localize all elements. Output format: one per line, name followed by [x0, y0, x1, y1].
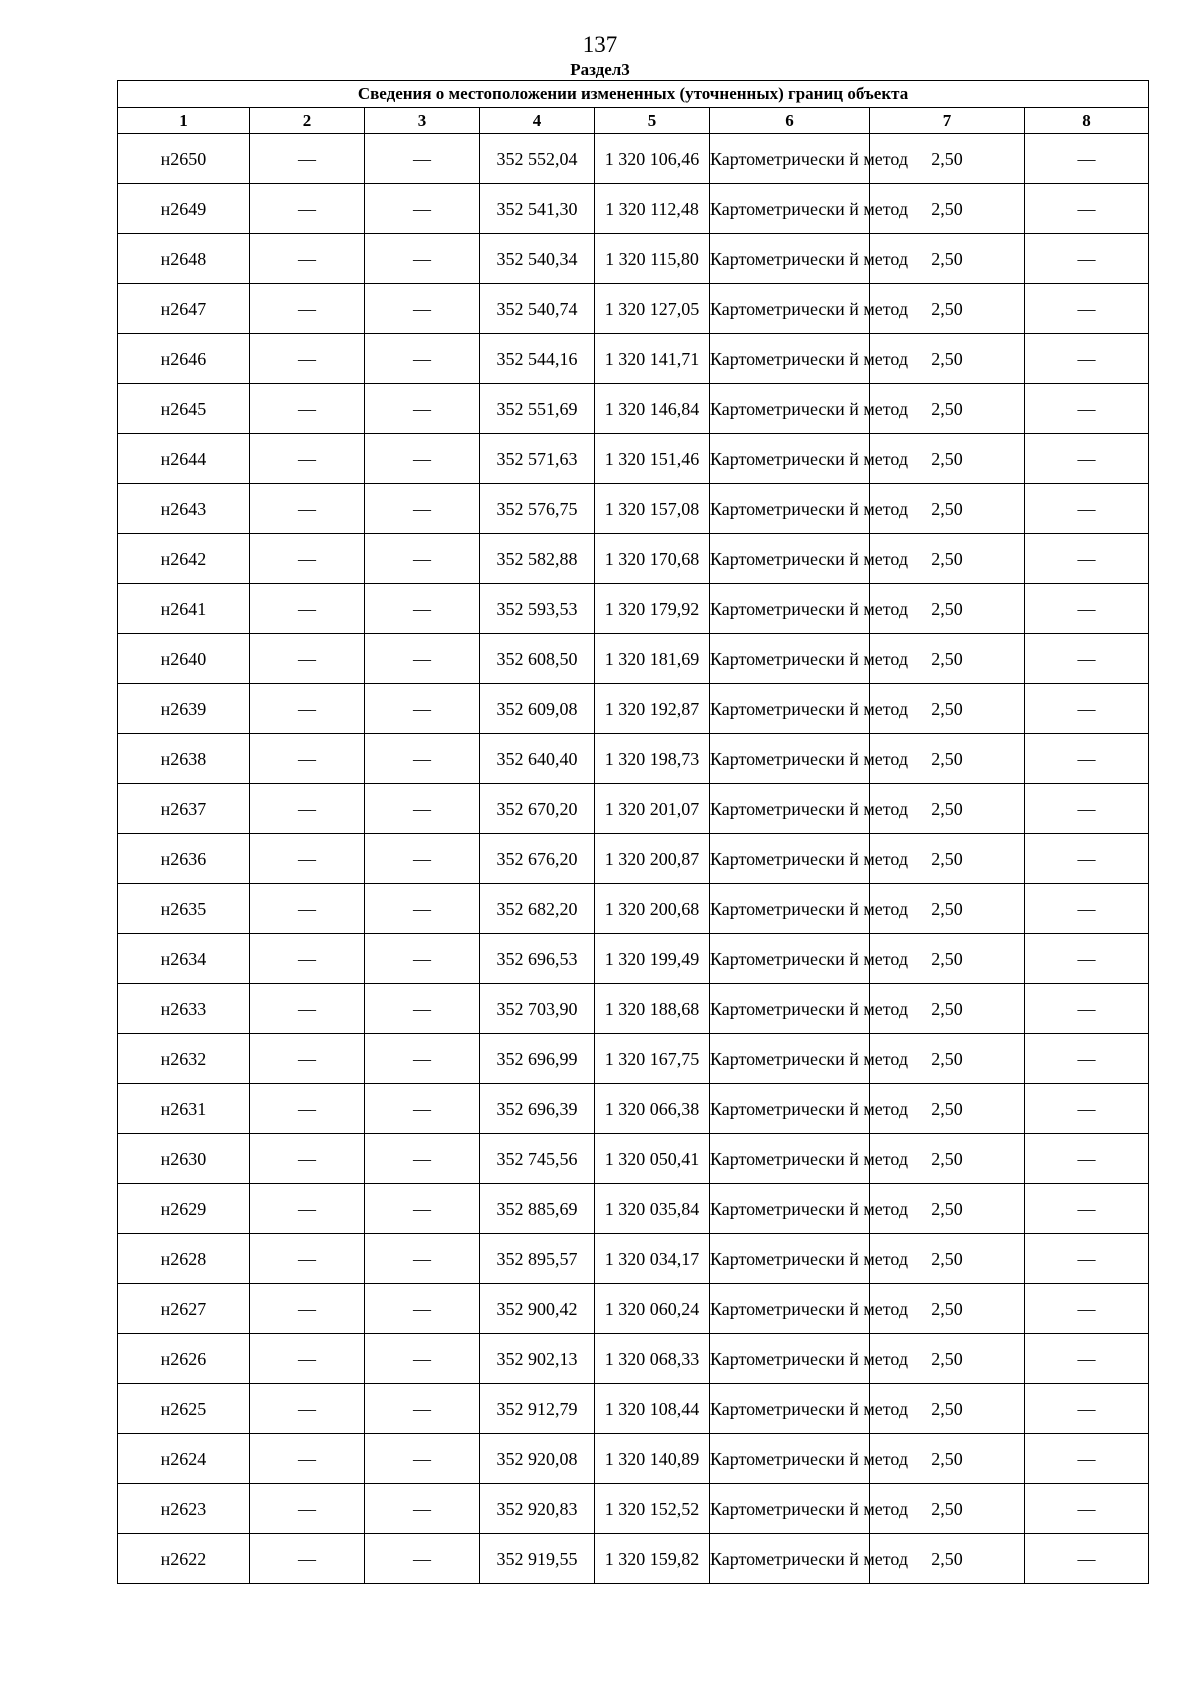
- table-row: [118, 984, 1149, 1034]
- accuracy-cell: 2,50: [870, 1234, 1025, 1284]
- accuracy-cell: 2,50: [870, 534, 1025, 584]
- accuracy-cell: 2,50: [870, 334, 1025, 384]
- column-8-cell: —: [1025, 784, 1149, 834]
- method-cell: Картометрически й метод: [710, 434, 870, 484]
- accuracy-cell: 2,50: [870, 384, 1025, 434]
- column-2-cell: —: [250, 234, 365, 284]
- method-cell: Картометрически й метод: [710, 1284, 870, 1334]
- x-coordinate-cell: 352 609,08: [480, 684, 595, 734]
- column-3-cell: —: [365, 684, 480, 734]
- y-coordinate-cell: 1 320 035,84: [595, 1184, 710, 1234]
- method-cell: Картометрически й метод: [710, 1384, 870, 1434]
- table-row: [118, 234, 1149, 284]
- y-coordinate-cell: 1 320 112,48: [595, 184, 710, 234]
- x-coordinate-cell: 352 696,99: [480, 1034, 595, 1084]
- column-3-cell: —: [365, 984, 480, 1034]
- method-cell: Картометрически й метод: [710, 134, 870, 184]
- x-coordinate-cell: 352 582,88: [480, 534, 595, 584]
- table-row: [118, 1234, 1149, 1284]
- method-cell: Картометрически й метод: [710, 1184, 870, 1234]
- y-coordinate-cell: 1 320 141,71: [595, 334, 710, 384]
- column-8-cell: —: [1025, 884, 1149, 934]
- column-8-cell: —: [1025, 1084, 1149, 1134]
- y-coordinate-cell: 1 320 140,89: [595, 1434, 710, 1484]
- y-coordinate-cell: 1 320 115,80: [595, 234, 710, 284]
- method-cell: Картометрически й метод: [710, 834, 870, 884]
- column-8-cell: —: [1025, 1034, 1149, 1084]
- point-number-cell: н2650: [118, 134, 250, 184]
- x-coordinate-cell: 352 571,63: [480, 434, 595, 484]
- accuracy-cell: 2,50: [870, 234, 1025, 284]
- table-row: [118, 834, 1149, 884]
- column-3-cell: —: [365, 1184, 480, 1234]
- x-coordinate-cell: 352 552,04: [480, 134, 595, 184]
- column-2-cell: —: [250, 984, 365, 1034]
- table-row: [118, 1284, 1149, 1334]
- accuracy-cell: 2,50: [870, 1284, 1025, 1334]
- column-8-cell: —: [1025, 284, 1149, 334]
- y-coordinate-cell: 1 320 151,46: [595, 434, 710, 484]
- method-cell: Картометрически й метод: [710, 1134, 870, 1184]
- point-number-cell: н2648: [118, 234, 250, 284]
- column-2-cell: —: [250, 584, 365, 634]
- column-3-cell: —: [365, 1434, 480, 1484]
- column-2-cell: —: [250, 1034, 365, 1084]
- column-header-1: 1: [118, 108, 250, 134]
- accuracy-cell: 2,50: [870, 1184, 1025, 1234]
- column-2-cell: —: [250, 834, 365, 884]
- point-number-cell: н2641: [118, 584, 250, 634]
- x-coordinate-cell: 352 540,34: [480, 234, 595, 284]
- column-2-cell: —: [250, 1384, 365, 1434]
- column-2-cell: —: [250, 1284, 365, 1334]
- column-header-4: 4: [480, 108, 595, 134]
- y-coordinate-cell: 1 320 200,68: [595, 884, 710, 934]
- x-coordinate-cell: 352 696,39: [480, 1084, 595, 1134]
- method-cell: Картометрически й метод: [710, 584, 870, 634]
- point-number-cell: н2632: [118, 1034, 250, 1084]
- method-cell: Картометрически й метод: [710, 1334, 870, 1384]
- x-coordinate-cell: 352 551,69: [480, 384, 595, 434]
- accuracy-cell: 2,50: [870, 834, 1025, 884]
- column-8-cell: —: [1025, 1134, 1149, 1184]
- y-coordinate-cell: 1 320 066,38: [595, 1084, 710, 1134]
- method-cell: Картометрически й метод: [710, 1084, 870, 1134]
- point-number-cell: н2635: [118, 884, 250, 934]
- table-row: [118, 1484, 1149, 1534]
- point-number-cell: н2638: [118, 734, 250, 784]
- table-row: [118, 1134, 1149, 1184]
- accuracy-cell: 2,50: [870, 934, 1025, 984]
- x-coordinate-cell: 352 696,53: [480, 934, 595, 984]
- point-number-cell: н2642: [118, 534, 250, 584]
- point-number-cell: н2644: [118, 434, 250, 484]
- point-number-cell: н2634: [118, 934, 250, 984]
- method-cell: Картометрически й метод: [710, 884, 870, 934]
- table-row: [118, 634, 1149, 684]
- x-coordinate-cell: 352 676,20: [480, 834, 595, 884]
- method-cell: Картометрически й метод: [710, 1234, 870, 1284]
- column-8-cell: —: [1025, 734, 1149, 784]
- column-3-cell: —: [365, 884, 480, 934]
- accuracy-cell: 2,50: [870, 884, 1025, 934]
- column-8-cell: —: [1025, 434, 1149, 484]
- method-cell: Картометрически й метод: [710, 684, 870, 734]
- x-coordinate-cell: 352 640,40: [480, 734, 595, 784]
- table-row: [118, 484, 1149, 534]
- column-3-cell: —: [365, 184, 480, 234]
- column-3-cell: —: [365, 484, 480, 534]
- column-3-cell: —: [365, 534, 480, 584]
- x-coordinate-cell: 352 919,55: [480, 1534, 595, 1584]
- accuracy-cell: 2,50: [870, 634, 1025, 684]
- column-2-cell: —: [250, 634, 365, 684]
- point-number-cell: н2636: [118, 834, 250, 884]
- y-coordinate-cell: 1 320 192,87: [595, 684, 710, 734]
- method-cell: Картометрически й метод: [710, 534, 870, 584]
- method-cell: Картометрически й метод: [710, 1034, 870, 1084]
- column-2-cell: —: [250, 1534, 365, 1584]
- column-2-cell: —: [250, 1234, 365, 1284]
- column-3-cell: —: [365, 1084, 480, 1134]
- column-2-cell: —: [250, 684, 365, 734]
- x-coordinate-cell: 352 608,50: [480, 634, 595, 684]
- column-header-2: 2: [250, 108, 365, 134]
- page-number: 137: [582, 32, 618, 57]
- table-row: [118, 1184, 1149, 1234]
- table-row: [118, 884, 1149, 934]
- column-8-cell: —: [1025, 1184, 1149, 1234]
- point-number-cell: н2647: [118, 284, 250, 334]
- accuracy-cell: 2,50: [870, 434, 1025, 484]
- accuracy-cell: 2,50: [870, 734, 1025, 784]
- y-coordinate-cell: 1 320 200,87: [595, 834, 710, 884]
- column-3-cell: —: [365, 384, 480, 434]
- column-2-cell: —: [250, 1434, 365, 1484]
- column-3-cell: —: [365, 134, 480, 184]
- column-3-cell: —: [365, 1284, 480, 1334]
- table-row: [118, 184, 1149, 234]
- y-coordinate-cell: 1 320 201,07: [595, 784, 710, 834]
- column-3-cell: —: [365, 1234, 480, 1284]
- column-8-cell: —: [1025, 1234, 1149, 1284]
- method-cell: Картометрически й метод: [710, 634, 870, 684]
- column-header-7: 7: [870, 108, 1025, 134]
- y-coordinate-cell: 1 320 050,41: [595, 1134, 710, 1184]
- x-coordinate-cell: 352 912,79: [480, 1384, 595, 1434]
- x-coordinate-cell: 352 902,13: [480, 1334, 595, 1384]
- y-coordinate-cell: 1 320 146,84: [595, 384, 710, 434]
- method-cell: Картометрически й метод: [710, 384, 870, 434]
- method-cell: Картометрически й метод: [710, 484, 870, 534]
- y-coordinate-cell: 1 320 159,82: [595, 1534, 710, 1584]
- point-number-cell: н2631: [118, 1084, 250, 1134]
- table-row: [118, 134, 1149, 184]
- table-row: [118, 284, 1149, 334]
- point-number-cell: н2629: [118, 1184, 250, 1234]
- table-row: [118, 734, 1149, 784]
- accuracy-cell: 2,50: [870, 1534, 1025, 1584]
- table-body: [118, 81, 1149, 1584]
- column-8-cell: —: [1025, 384, 1149, 434]
- method-cell: Картометрически й метод: [710, 934, 870, 984]
- point-number-cell: н2628: [118, 1234, 250, 1284]
- table-row: [118, 934, 1149, 984]
- column-2-cell: —: [250, 434, 365, 484]
- section-title: Раздел3: [570, 60, 630, 79]
- column-3-cell: —: [365, 234, 480, 284]
- y-coordinate-cell: 1 320 157,08: [595, 484, 710, 534]
- y-coordinate-cell: 1 320 060,24: [595, 1284, 710, 1334]
- x-coordinate-cell: 352 670,20: [480, 784, 595, 834]
- method-cell: Картометрически й метод: [710, 734, 870, 784]
- column-8-cell: —: [1025, 134, 1149, 184]
- point-number-cell: н2637: [118, 784, 250, 834]
- point-number-cell: н2643: [118, 484, 250, 534]
- column-2-cell: —: [250, 884, 365, 934]
- column-3-cell: —: [365, 1134, 480, 1184]
- column-2-cell: —: [250, 1184, 365, 1234]
- table-caption-row: [118, 81, 1149, 108]
- accuracy-cell: 2,50: [870, 784, 1025, 834]
- table-row: [118, 1384, 1149, 1434]
- method-cell: Картометрически й метод: [710, 784, 870, 834]
- column-2-cell: —: [250, 1484, 365, 1534]
- table-row: [118, 1534, 1149, 1584]
- y-coordinate-cell: 1 320 198,73: [595, 734, 710, 784]
- accuracy-cell: 2,50: [870, 584, 1025, 634]
- y-coordinate-cell: 1 320 181,69: [595, 634, 710, 684]
- column-8-cell: —: [1025, 1484, 1149, 1534]
- y-coordinate-cell: 1 320 127,05: [595, 284, 710, 334]
- column-3-cell: —: [365, 584, 480, 634]
- y-coordinate-cell: 1 320 108,44: [595, 1384, 710, 1434]
- column-3-cell: —: [365, 634, 480, 684]
- y-coordinate-cell: 1 320 068,33: [595, 1334, 710, 1384]
- accuracy-cell: 2,50: [870, 1034, 1025, 1084]
- column-8-cell: —: [1025, 184, 1149, 234]
- table-row: [118, 1034, 1149, 1084]
- table-row: [118, 334, 1149, 384]
- point-number-cell: н2625: [118, 1384, 250, 1434]
- column-2-cell: —: [250, 734, 365, 784]
- column-8-cell: —: [1025, 484, 1149, 534]
- accuracy-cell: 2,50: [870, 134, 1025, 184]
- table-row: [118, 684, 1149, 734]
- table-row: [118, 1084, 1149, 1134]
- table-row: [118, 784, 1149, 834]
- accuracy-cell: 2,50: [870, 284, 1025, 334]
- y-coordinate-cell: 1 320 106,46: [595, 134, 710, 184]
- boundary-coordinates-table: [117, 80, 1149, 1584]
- x-coordinate-cell: 352 541,30: [480, 184, 595, 234]
- column-3-cell: —: [365, 934, 480, 984]
- accuracy-cell: 2,50: [870, 1434, 1025, 1484]
- column-8-cell: —: [1025, 534, 1149, 584]
- x-coordinate-cell: 352 703,90: [480, 984, 595, 1034]
- column-3-cell: —: [365, 734, 480, 784]
- x-coordinate-cell: 352 593,53: [480, 584, 595, 634]
- column-2-cell: —: [250, 1084, 365, 1134]
- column-2-cell: —: [250, 934, 365, 984]
- table-row: [118, 584, 1149, 634]
- accuracy-cell: 2,50: [870, 184, 1025, 234]
- column-header-3: 3: [365, 108, 480, 134]
- column-3-cell: —: [365, 334, 480, 384]
- table-row: [118, 534, 1149, 584]
- x-coordinate-cell: 352 920,08: [480, 1434, 595, 1484]
- column-header-6: 6: [710, 108, 870, 134]
- column-header-5: 5: [595, 108, 710, 134]
- method-cell: Картометрически й метод: [710, 284, 870, 334]
- column-8-cell: —: [1025, 934, 1149, 984]
- point-number-cell: н2624: [118, 1434, 250, 1484]
- column-3-cell: —: [365, 784, 480, 834]
- column-2-cell: —: [250, 384, 365, 434]
- column-8-cell: —: [1025, 234, 1149, 284]
- point-number-cell: н2622: [118, 1534, 250, 1584]
- column-2-cell: —: [250, 484, 365, 534]
- y-coordinate-cell: 1 320 179,92: [595, 584, 710, 634]
- column-8-cell: —: [1025, 584, 1149, 634]
- column-8-cell: —: [1025, 984, 1149, 1034]
- x-coordinate-cell: 352 544,16: [480, 334, 595, 384]
- accuracy-cell: 2,50: [870, 1484, 1025, 1534]
- column-header-8: 8: [1025, 108, 1149, 134]
- point-number-cell: н2645: [118, 384, 250, 434]
- column-3-cell: —: [365, 1384, 480, 1434]
- y-coordinate-cell: 1 320 034,17: [595, 1234, 710, 1284]
- table-row: [118, 1334, 1149, 1384]
- point-number-cell: н2626: [118, 1334, 250, 1384]
- x-coordinate-cell: 352 900,42: [480, 1284, 595, 1334]
- column-8-cell: —: [1025, 1434, 1149, 1484]
- column-8-cell: —: [1025, 1334, 1149, 1384]
- accuracy-cell: 2,50: [870, 984, 1025, 1034]
- accuracy-cell: 2,50: [870, 1334, 1025, 1384]
- x-coordinate-cell: 352 540,74: [480, 284, 595, 334]
- column-2-cell: —: [250, 1334, 365, 1384]
- y-coordinate-cell: 1 320 199,49: [595, 934, 710, 984]
- column-2-cell: —: [250, 284, 365, 334]
- y-coordinate-cell: 1 320 170,68: [595, 534, 710, 584]
- table-row: [118, 1434, 1149, 1484]
- column-3-cell: —: [365, 834, 480, 884]
- y-coordinate-cell: 1 320 152,52: [595, 1484, 710, 1534]
- point-number-cell: н2640: [118, 634, 250, 684]
- column-2-cell: —: [250, 1134, 365, 1184]
- point-number-cell: н2623: [118, 1484, 250, 1534]
- column-3-cell: —: [365, 284, 480, 334]
- column-8-cell: —: [1025, 334, 1149, 384]
- x-coordinate-cell: 352 920,83: [480, 1484, 595, 1534]
- point-number-cell: н2627: [118, 1284, 250, 1334]
- column-2-cell: —: [250, 184, 365, 234]
- method-cell: Картометрически й метод: [710, 184, 870, 234]
- x-coordinate-cell: 352 745,56: [480, 1134, 595, 1184]
- column-3-cell: —: [365, 1334, 480, 1384]
- method-cell: Картометрически й метод: [710, 234, 870, 284]
- column-3-cell: —: [365, 1534, 480, 1584]
- column-3-cell: —: [365, 1484, 480, 1534]
- x-coordinate-cell: 352 885,69: [480, 1184, 595, 1234]
- accuracy-cell: 2,50: [870, 1134, 1025, 1184]
- table-caption: Сведения о местоположении измененных (уточненных) границ объекта: [118, 81, 1149, 108]
- column-8-cell: —: [1025, 1534, 1149, 1584]
- column-2-cell: —: [250, 334, 365, 384]
- method-cell: Картометрически й метод: [710, 1534, 870, 1584]
- column-3-cell: —: [365, 1034, 480, 1084]
- column-8-cell: —: [1025, 684, 1149, 734]
- point-number-cell: н2633: [118, 984, 250, 1034]
- point-number-cell: н2639: [118, 684, 250, 734]
- column-2-cell: —: [250, 134, 365, 184]
- method-cell: Картометрически й метод: [710, 984, 870, 1034]
- column-2-cell: —: [250, 784, 365, 834]
- column-8-cell: —: [1025, 634, 1149, 684]
- x-coordinate-cell: 352 895,57: [480, 1234, 595, 1284]
- point-number-cell: н2649: [118, 184, 250, 234]
- column-8-cell: —: [1025, 1384, 1149, 1434]
- point-number-cell: н2630: [118, 1134, 250, 1184]
- column-2-cell: —: [250, 534, 365, 584]
- x-coordinate-cell: 352 576,75: [480, 484, 595, 534]
- accuracy-cell: 2,50: [870, 684, 1025, 734]
- method-cell: Картометрически й метод: [710, 334, 870, 384]
- accuracy-cell: 2,50: [870, 1384, 1025, 1434]
- point-number-cell: н2646: [118, 334, 250, 384]
- accuracy-cell: 2,50: [870, 484, 1025, 534]
- column-3-cell: —: [365, 434, 480, 484]
- table-row: [118, 434, 1149, 484]
- column-header-row: [118, 108, 1149, 134]
- y-coordinate-cell: 1 320 167,75: [595, 1034, 710, 1084]
- y-coordinate-cell: 1 320 188,68: [595, 984, 710, 1034]
- method-cell: Картометрически й метод: [710, 1434, 870, 1484]
- x-coordinate-cell: 352 682,20: [480, 884, 595, 934]
- table-row: [118, 384, 1149, 434]
- column-8-cell: —: [1025, 834, 1149, 884]
- accuracy-cell: 2,50: [870, 1084, 1025, 1134]
- column-8-cell: —: [1025, 1284, 1149, 1334]
- method-cell: Картометрически й метод: [710, 1484, 870, 1534]
